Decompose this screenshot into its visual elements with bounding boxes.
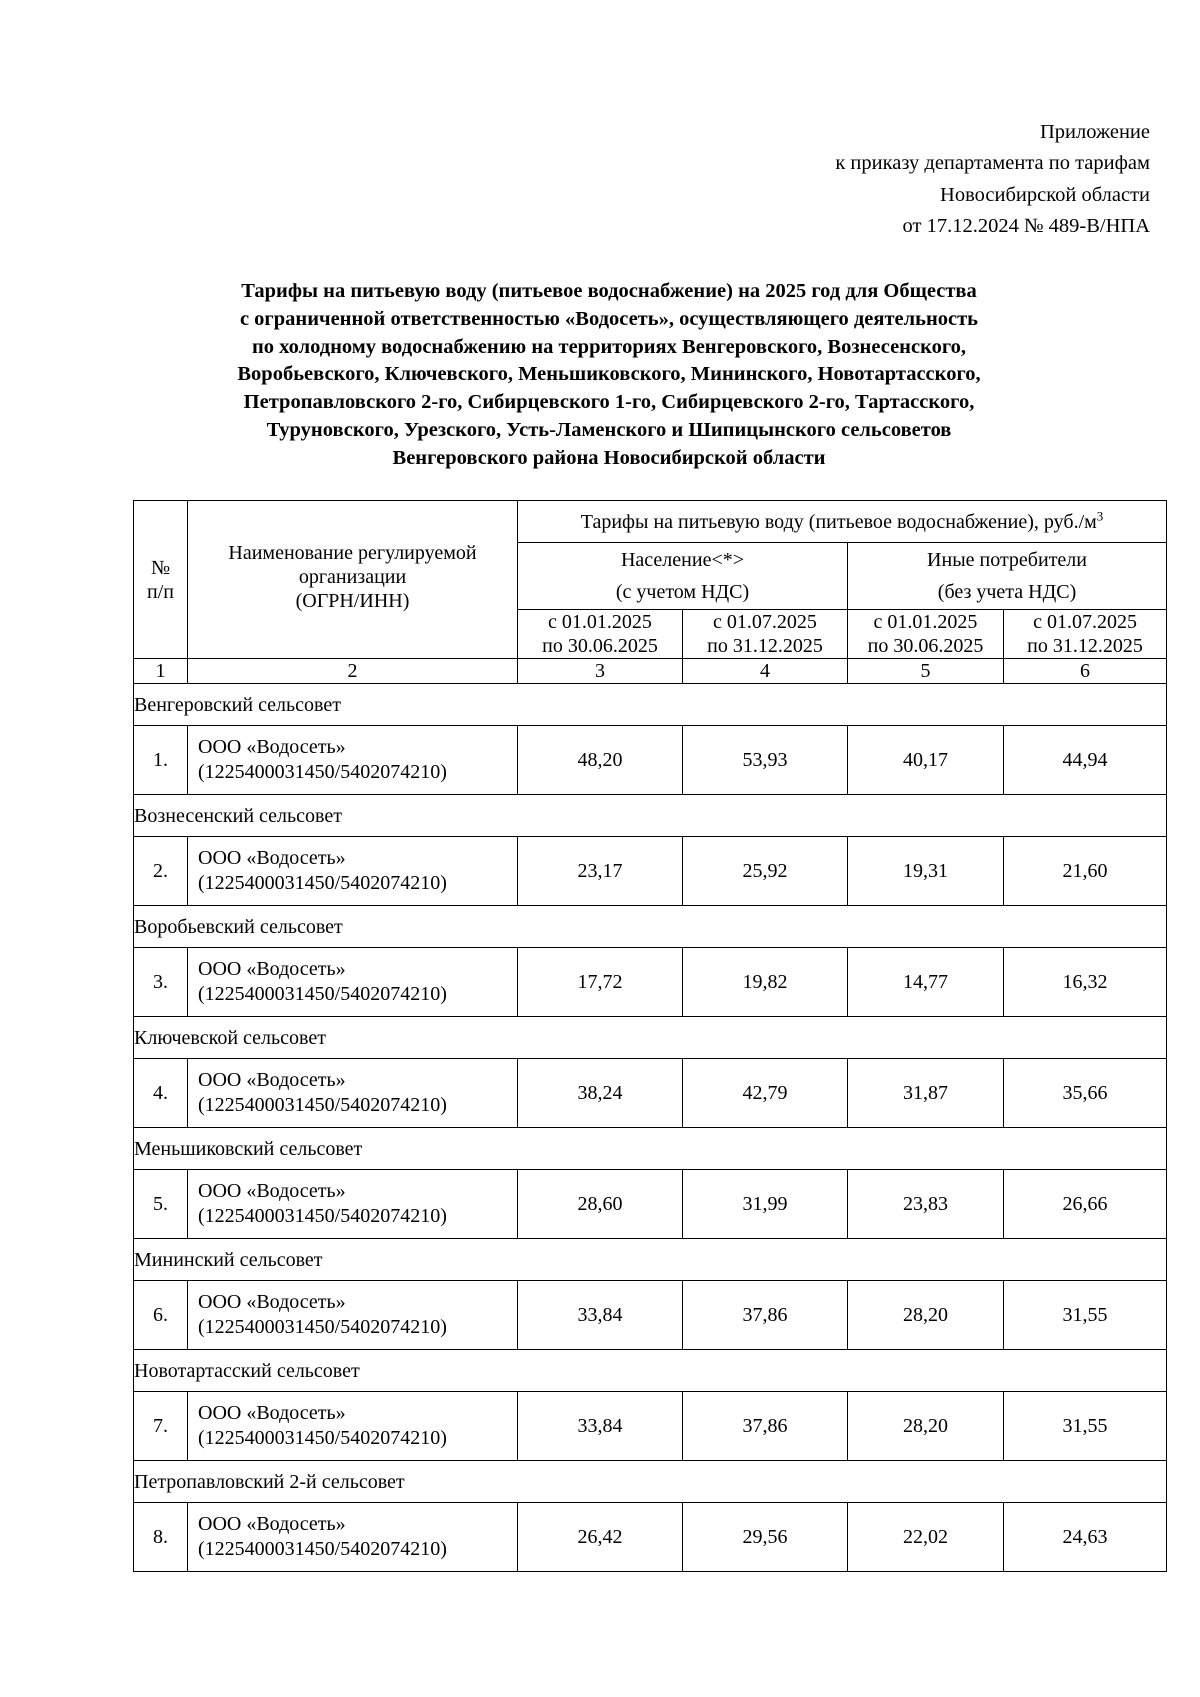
tariff-value: 17,72 [518, 948, 683, 1017]
row-number: 1. [134, 726, 188, 795]
tariff-value: 33,84 [518, 1281, 683, 1350]
header-other-consumers-cell [848, 543, 1167, 610]
tariff-value: 16,32 [1004, 948, 1167, 1017]
table-row [134, 1392, 1167, 1461]
table-row [134, 837, 1167, 906]
tariff-value: 42,79 [683, 1059, 848, 1128]
period-start: с 01.01.2025 [548, 611, 652, 633]
column-number: 6 [1004, 659, 1167, 684]
header-unit-superscript: 3 [1096, 507, 1104, 523]
section-name: Новотартасский сельсовет [134, 1350, 1167, 1392]
section-row [134, 1461, 1167, 1503]
table-row [134, 1281, 1167, 1350]
section-row [134, 795, 1167, 837]
org-ogrn-inn: (1225400031450/5402074210) [198, 1205, 447, 1227]
header-other-consumers-label: Иные потребители [927, 549, 1087, 571]
header-number-label: № п/п [147, 556, 174, 603]
tariff-value: 48,20 [518, 726, 683, 795]
header-population-label: Население<*> [620, 549, 745, 571]
tariff-value: 33,84 [518, 1392, 683, 1461]
section-name: Меньшиковский сельсовет [134, 1128, 1167, 1170]
header-population-vat: (с учетом НДС) [615, 581, 750, 603]
header-population-cell [518, 543, 848, 610]
tariff-value: 24,63 [1004, 1503, 1167, 1572]
appendix-block [835, 117, 1150, 242]
tariff-value: 26,42 [518, 1503, 683, 1572]
header-row-top [134, 501, 1167, 543]
header-org-line: организации [298, 566, 407, 588]
tariff-value: 14,77 [848, 948, 1004, 1017]
row-number: 6. [134, 1281, 188, 1350]
header-org-line: Наименование регулируемой [228, 542, 477, 564]
org-ogrn-inn: (1225400031450/5402074210) [198, 983, 447, 1005]
org-name: ООО «Водосеть» [198, 1069, 346, 1091]
org-cell [188, 726, 518, 795]
row-number: 3. [134, 948, 188, 1017]
section-row [134, 1017, 1167, 1059]
org-name: ООО «Водосеть» [198, 1291, 346, 1313]
appendix-line: Новосибирской области [940, 183, 1150, 206]
appendix-line: к приказу департамента по тарифам [835, 152, 1150, 175]
title-line: Венгеровского района Новосибирской области [392, 446, 826, 469]
tariff-value: 28,20 [848, 1392, 1004, 1461]
section-row [134, 1350, 1167, 1392]
section-name: Венгеровский сельсовет [134, 684, 1167, 726]
section-name: Ключевской сельсовет [134, 1017, 1167, 1059]
tariff-value: 53,93 [683, 726, 848, 795]
org-cell [188, 1059, 518, 1128]
header-org-cell [188, 501, 518, 659]
period-end: по 31.12.2025 [707, 635, 823, 657]
header-period-cell [1004, 610, 1167, 659]
org-ogrn-inn: (1225400031450/5402074210) [198, 1316, 447, 1338]
org-ogrn-inn: (1225400031450/5402074210) [198, 1094, 447, 1116]
tariff-value: 31,87 [848, 1059, 1004, 1128]
tariff-value: 38,24 [518, 1059, 683, 1128]
table-row [134, 1059, 1167, 1128]
org-cell [188, 1281, 518, 1350]
period-start: с 01.07.2025 [1033, 611, 1137, 633]
section-name: Вознесенский сельсовет [134, 795, 1167, 837]
org-cell [188, 948, 518, 1017]
section-row [134, 1128, 1167, 1170]
period-end: по 31.12.2025 [1027, 635, 1143, 657]
section-row [134, 906, 1167, 948]
org-name: ООО «Водосеть» [198, 847, 346, 869]
tariff-value: 28,20 [848, 1281, 1004, 1350]
title-line: по холодному водоснабжению на территориях Венгеровского, Вознесенского, [251, 335, 967, 358]
tariff-value: 23,83 [848, 1170, 1004, 1239]
appendix-order-date: от 17.12.2024 № 489-В/НПА [902, 214, 1150, 237]
title-line: Воробьевского, Ключевского, Меньшиковского, Мининского, Новотартасского, [237, 363, 981, 386]
period-end: по 30.06.2025 [867, 635, 984, 657]
table-row [134, 1503, 1167, 1572]
table-row [134, 1170, 1167, 1239]
tariff-value: 22,02 [848, 1503, 1004, 1572]
document-title [134, 278, 1084, 473]
period-end: по 30.06.2025 [542, 635, 658, 657]
period-start: с 01.01.2025 [873, 611, 978, 633]
org-name: ООО «Водосеть» [198, 958, 346, 980]
org-name: ООО «Водосеть» [198, 1513, 346, 1535]
header-tariff-title-cell [518, 501, 1167, 543]
period-start: с 01.07.2025 [713, 611, 817, 633]
org-ogrn-inn: (1225400031450/5402074210) [198, 872, 447, 894]
header-number-cell [134, 501, 188, 659]
org-cell [188, 1503, 518, 1572]
column-number: 3 [518, 659, 683, 684]
appendix-line: Приложение [1039, 121, 1150, 143]
header-period-cell [848, 610, 1004, 659]
org-ogrn-inn: (1225400031450/5402074210) [198, 1538, 447, 1560]
tariff-value: 40,17 [848, 726, 1004, 795]
org-cell [188, 1392, 518, 1461]
tariff-value: 26,66 [1004, 1170, 1167, 1239]
title-line: Тарифы на питьевую воду (питьевое водоснабжение) на 2025 год для Общества [241, 280, 977, 302]
org-name: ООО «Водосеть» [198, 1402, 346, 1424]
tariff-value: 37,86 [683, 1392, 848, 1461]
row-number: 5. [134, 1170, 188, 1239]
section-row [134, 1239, 1167, 1281]
tariff-value: 44,94 [1004, 726, 1167, 795]
column-number: 2 [188, 659, 518, 684]
section-name: Воробьевский сельсовет [134, 906, 1167, 948]
title-line: Петропавловского 2-го, Сибирцевского 1-го, Сибирцевского 2-го, Тартасского, [243, 391, 975, 414]
section-name: Петропавловский 2-й сельсовет [134, 1461, 1167, 1503]
tariff-table [133, 500, 1167, 1572]
row-number: 2. [134, 837, 188, 906]
header-tariff-title: Тарифы на питьевую воду (питьевое водоснабжение), руб./м [580, 510, 1097, 533]
header-org-line: (ОГРН/ИНН) [295, 590, 410, 612]
column-number: 4 [683, 659, 848, 684]
column-number: 1 [134, 659, 188, 684]
column-number: 5 [848, 659, 1004, 684]
header-period-cell [518, 610, 683, 659]
title-line: с ограниченной ответственностью «Водосеть», осуществляющего деятельность [239, 307, 979, 330]
org-name: ООО «Водосеть» [198, 1180, 346, 1202]
column-numbers-row [134, 659, 1167, 684]
row-number: 8. [134, 1503, 188, 1572]
title-line: Туруновского, Урезского, Усть-Ламенского и Шипицынского сельсоветов [266, 418, 952, 441]
org-ogrn-inn: (1225400031450/5402074210) [198, 761, 447, 783]
tariff-value: 31,55 [1004, 1281, 1167, 1350]
header-other-consumers-vat: (без учета НДС) [937, 581, 1077, 603]
org-name: ООО «Водосеть» [198, 736, 346, 758]
row-number: 7. [134, 1392, 188, 1461]
row-number: 4. [134, 1059, 188, 1128]
tariff-value: 25,92 [683, 837, 848, 906]
org-ogrn-inn: (1225400031450/5402074210) [198, 1427, 447, 1449]
org-cell [188, 1170, 518, 1239]
tariff-value: 29,56 [683, 1503, 848, 1572]
tariff-value: 31,99 [683, 1170, 848, 1239]
section-row [134, 684, 1167, 726]
tariff-value: 35,66 [1004, 1059, 1167, 1128]
section-name: Мининский сельсовет [134, 1239, 1167, 1281]
header-period-cell [683, 610, 848, 659]
table-row [134, 726, 1167, 795]
tariff-value: 23,17 [518, 837, 683, 906]
table-row [134, 948, 1167, 1017]
tariff-value: 28,60 [518, 1170, 683, 1239]
org-cell [188, 837, 518, 906]
tariff-value: 19,31 [848, 837, 1004, 906]
tariff-value: 31,55 [1004, 1392, 1167, 1461]
tariff-value: 37,86 [683, 1281, 848, 1350]
tariff-value: 19,82 [683, 948, 848, 1017]
tariff-value: 21,60 [1004, 837, 1167, 906]
